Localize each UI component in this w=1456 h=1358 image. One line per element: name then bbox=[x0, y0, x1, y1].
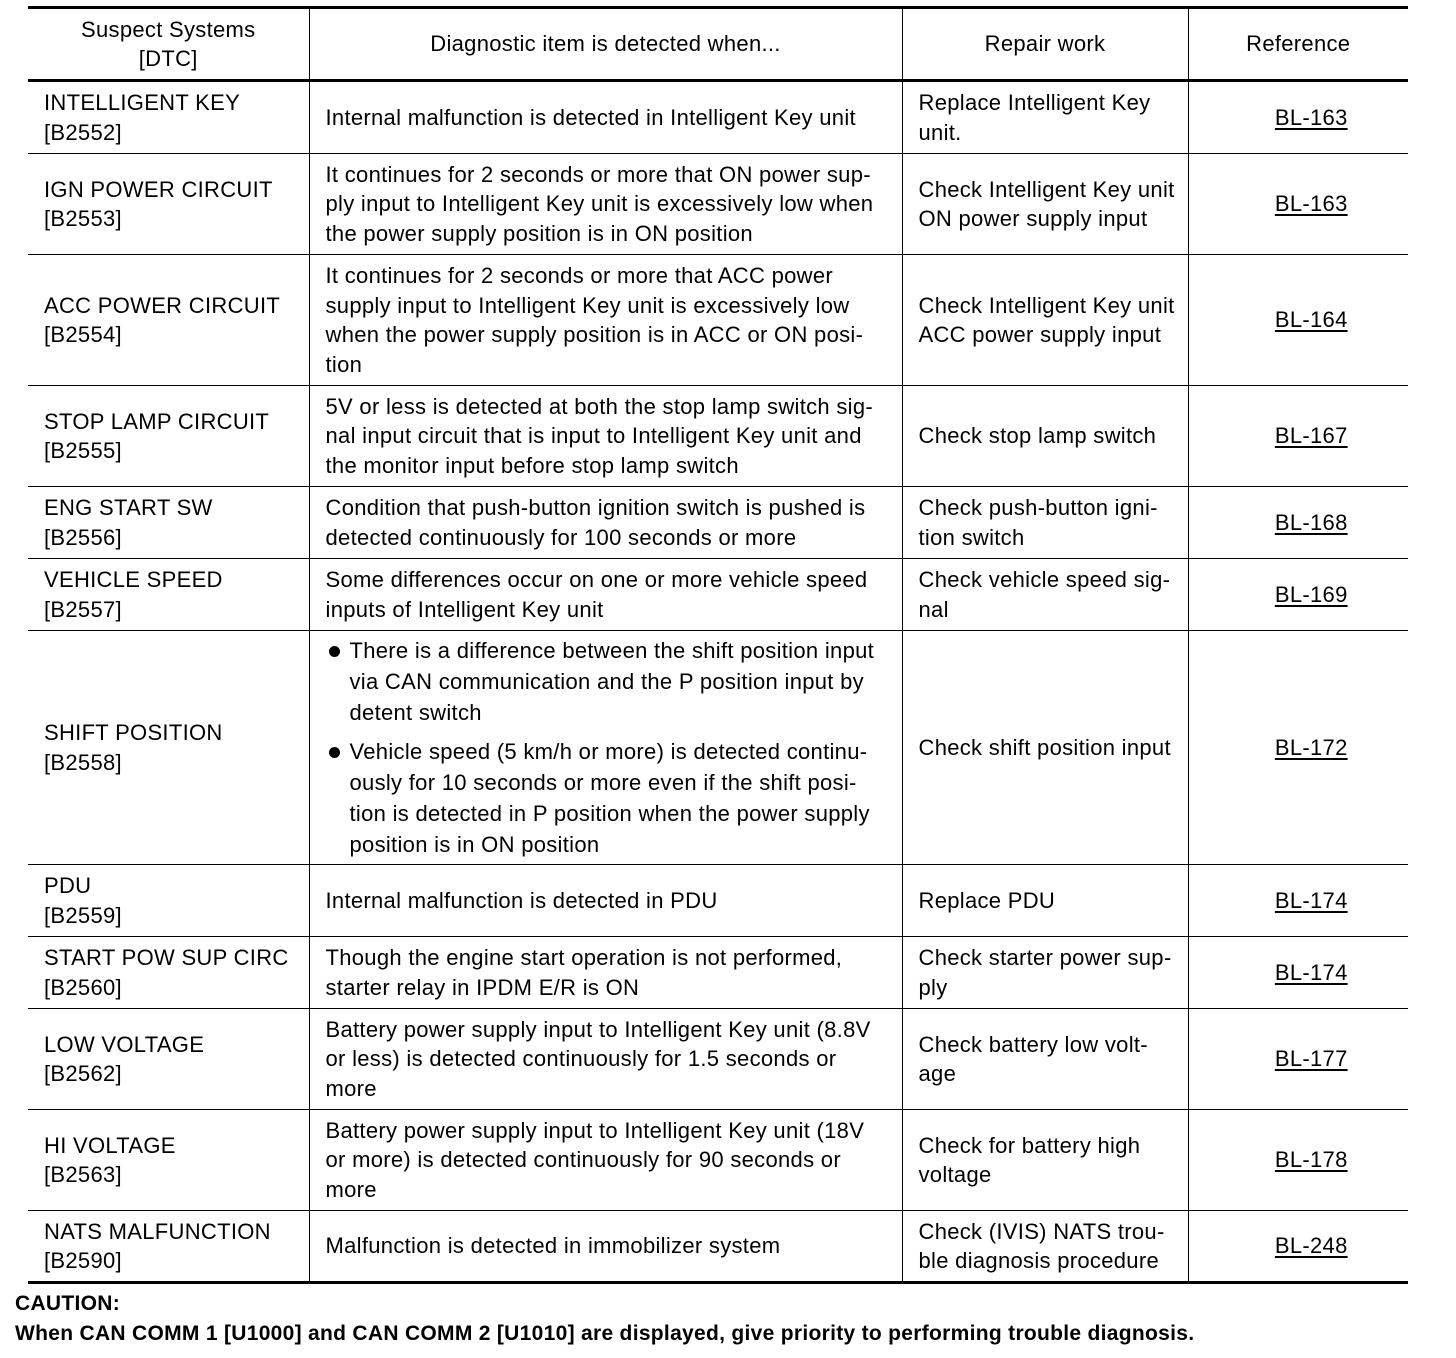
system-name: IGN POWER CIRCUIT bbox=[44, 176, 273, 202]
reference-link[interactable]: BL-168 bbox=[1274, 509, 1348, 535]
repair-cell: Check stop lamp switch bbox=[902, 386, 1188, 487]
header-reference: Reference bbox=[1188, 8, 1408, 81]
reference-cell bbox=[1188, 1110, 1408, 1211]
reference-link[interactable]: BL-248 bbox=[1274, 1233, 1348, 1259]
header-repair-work: Repair work bbox=[902, 8, 1188, 81]
list-item: Vehicle speed (5 km/h or more) is detected continu- ously for 10 seconds or more even if the shift posi- tion is detected in P position when the power supply position is in ON position bbox=[326, 736, 892, 860]
repair-cell: Check Intelligent Key unit ACC power supply input bbox=[902, 255, 1188, 386]
system-name: HI VOLTAGE bbox=[44, 1132, 176, 1158]
repair-cell: Check battery low volt- age bbox=[902, 1009, 1188, 1110]
reference-cell bbox=[1188, 386, 1408, 487]
suspect-system-cell bbox=[28, 255, 309, 386]
system-name: INTELLIGENT KEY bbox=[44, 90, 241, 115]
table-row bbox=[28, 937, 1408, 1009]
dtc-table bbox=[28, 6, 1408, 1284]
suspect-system-cell bbox=[28, 631, 309, 865]
table-row bbox=[28, 487, 1408, 559]
suspect-system-cell bbox=[28, 487, 309, 559]
dtc-code: [B2552] bbox=[44, 119, 122, 145]
system-name: VEHICLE SPEED bbox=[44, 567, 223, 592]
system-name: STOP LAMP CIRCUIT bbox=[44, 408, 270, 434]
reference-cell bbox=[1188, 1009, 1408, 1110]
dtc-code: [B2556] bbox=[44, 524, 122, 550]
dtc-code: [B2557] bbox=[44, 596, 122, 622]
repair-cell: Replace PDU bbox=[902, 865, 1188, 937]
repair-cell: Check for battery high voltage bbox=[902, 1110, 1188, 1211]
reference-link[interactable]: BL-163 bbox=[1274, 191, 1348, 217]
suspect-system-cell bbox=[28, 386, 309, 487]
reference-cell bbox=[1188, 487, 1408, 559]
dtc-code: [B2560] bbox=[44, 974, 122, 1000]
suspect-system-cell bbox=[28, 1211, 309, 1283]
reference-link[interactable]: BL-169 bbox=[1274, 581, 1348, 607]
dtc-code: [B2559] bbox=[44, 902, 122, 928]
system-name: PDU bbox=[44, 873, 92, 898]
table-row bbox=[28, 631, 1408, 865]
reference-link[interactable]: BL-174 bbox=[1274, 887, 1348, 913]
caution-note bbox=[15, 1289, 1194, 1349]
diagnostic-cell: 5V or less is detected at both the stop lamp switch sig- nal input circuit that is input to Intelligent Key unit and the monitor input before stop lamp switch bbox=[309, 386, 902, 487]
table-row bbox=[28, 1009, 1408, 1110]
reference-link[interactable]: BL-163 bbox=[1274, 104, 1348, 130]
diagnostic-cell: Internal malfunction is detected in Intelligent Key unit bbox=[309, 81, 902, 154]
suspect-system-cell bbox=[28, 937, 309, 1009]
reference-cell bbox=[1188, 865, 1408, 937]
reference-link[interactable]: BL-174 bbox=[1274, 959, 1348, 985]
reference-cell bbox=[1188, 631, 1408, 865]
suspect-system-cell bbox=[28, 1009, 309, 1110]
dtc-code: [B2590] bbox=[44, 1248, 122, 1273]
dtc-code: [B2558] bbox=[44, 749, 122, 775]
table-header-row bbox=[28, 8, 1408, 81]
repair-cell: Check shift position input bbox=[902, 631, 1188, 865]
dtc-code: [B2562] bbox=[44, 1061, 122, 1086]
reference-link[interactable]: BL-167 bbox=[1274, 423, 1348, 449]
diagnostic-cell: Condition that push-button ignition switch is pushed is detected continuously for 100 seconds or more bbox=[309, 487, 902, 559]
reference-cell bbox=[1188, 154, 1408, 255]
suspect-system-cell bbox=[28, 1110, 309, 1211]
diagnostic-bullet-list bbox=[326, 635, 892, 860]
table-row bbox=[28, 81, 1408, 154]
reference-link[interactable]: BL-172 bbox=[1274, 734, 1348, 760]
header-diagnostic-item: Diagnostic item is detected when... bbox=[309, 8, 902, 81]
dtc-code: [B2555] bbox=[44, 438, 122, 463]
reference-link[interactable]: BL-164 bbox=[1274, 307, 1348, 333]
system-name: SHIFT POSITION bbox=[44, 720, 223, 745]
suspect-system-cell bbox=[28, 81, 309, 154]
system-name: ENG START SW bbox=[44, 495, 213, 520]
reference-cell bbox=[1188, 255, 1408, 386]
table-row bbox=[28, 255, 1408, 386]
diagnostic-cell: Battery power supply input to Intelligent Key unit (18V or more) is detected continuously for 90 seconds or more bbox=[309, 1110, 902, 1211]
diagnostic-cell: Some differences occur on one or more vehicle speed inputs of Intelligent Key unit bbox=[309, 559, 902, 631]
reference-cell bbox=[1188, 1211, 1408, 1283]
reference-cell bbox=[1188, 937, 1408, 1009]
reference-link[interactable]: BL-177 bbox=[1274, 1046, 1348, 1072]
dtc-code: [B2563] bbox=[44, 1162, 122, 1187]
table-row bbox=[28, 154, 1408, 255]
diagnostic-cell: It continues for 2 seconds or more that ON power sup- ply input to Intelligent Key unit is excessively low when the power supply position is in ON position bbox=[309, 154, 902, 255]
repair-cell: Check push-button igni- tion switch bbox=[902, 487, 1188, 559]
caution-text: When CAN COMM 1 [U1000] and CAN COMM 2 [U1010] are displayed, give priority to performing trouble diagnosis. bbox=[15, 1322, 1195, 1345]
diagnostic-cell: Though the engine start operation is not performed, starter relay in IPDM E/R is ON bbox=[309, 937, 902, 1009]
header-suspect-systems: Suspect Systems [DTC] bbox=[28, 8, 309, 81]
reference-cell bbox=[1188, 81, 1408, 154]
table-row bbox=[28, 1211, 1408, 1283]
repair-cell: Replace Intelligent Key unit. bbox=[902, 81, 1188, 154]
list-item: There is a difference between the shift position input via CAN communication and the P position input by detent switch bbox=[326, 635, 892, 728]
suspect-system-cell bbox=[28, 865, 309, 937]
repair-cell: Check starter power sup- ply bbox=[902, 937, 1188, 1009]
reference-link[interactable]: BL-178 bbox=[1274, 1147, 1348, 1173]
repair-cell: Check vehicle speed sig- nal bbox=[902, 559, 1188, 631]
dtc-code: [B2554] bbox=[44, 322, 122, 347]
diagnostic-cell bbox=[309, 631, 902, 865]
system-name: LOW VOLTAGE bbox=[44, 1031, 205, 1057]
table-row bbox=[28, 865, 1408, 937]
diagnostic-cell: Battery power supply input to Intelligent Key unit (8.8V or less) is detected continuously for 1.5 seconds or more bbox=[309, 1009, 902, 1110]
table-row bbox=[28, 1110, 1408, 1211]
table-row bbox=[28, 559, 1408, 631]
table-row bbox=[28, 386, 1408, 487]
caution-title: CAUTION: bbox=[15, 1292, 121, 1315]
system-name: NATS MALFUNCTION bbox=[44, 1218, 271, 1244]
diagnostic-cell: Malfunction is detected in immobilizer system bbox=[309, 1211, 902, 1283]
dtc-code: [B2553] bbox=[44, 206, 122, 231]
reference-cell bbox=[1188, 559, 1408, 631]
system-name: ACC POWER CIRCUIT bbox=[44, 292, 281, 318]
suspect-system-cell bbox=[28, 154, 309, 255]
repair-cell: Check (IVIS) NATS trou- ble diagnosis procedure bbox=[902, 1211, 1188, 1283]
system-name: START POW SUP CIRC bbox=[44, 945, 289, 970]
diagnostic-cell: Internal malfunction is detected in PDU bbox=[309, 865, 902, 937]
diagnostic-cell: It continues for 2 seconds or more that ACC power supply input to Intelligent Key unit is excessively low when the power supply position is in ACC or ON posi- tion bbox=[309, 255, 902, 386]
repair-cell: Check Intelligent Key unit ON power supply input bbox=[902, 154, 1188, 255]
suspect-system-cell bbox=[28, 559, 309, 631]
